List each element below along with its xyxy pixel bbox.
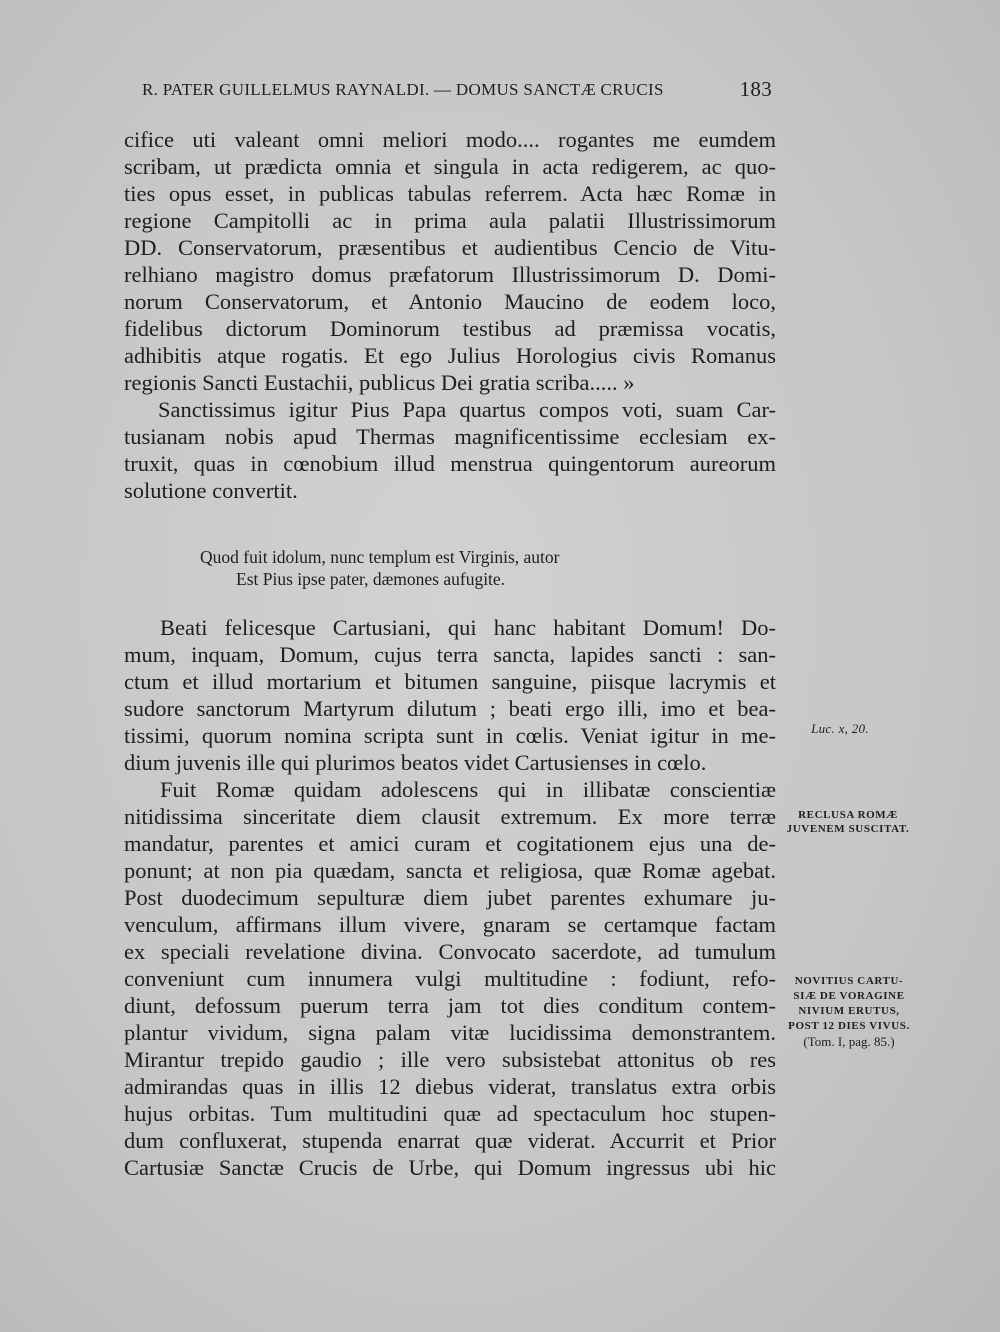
margin-note-line: NIVIUM ERUTUS, (798, 1005, 900, 1017)
margin-note-line: POST 12 DIES VIVUS. (788, 1020, 910, 1032)
running-header (142, 77, 772, 101)
text-line: diunt, defossum puerum terra jam tot dies conditum contem- (124, 993, 776, 1018)
margin-note-line: NOVITIUS CARTU- (794, 975, 904, 987)
text-line: scribam, ut prædicta omnia et singula in acta redigerem, ac quo- (124, 154, 776, 179)
text-line: ties opus esset, in publicas tabulas referrem. Acta hæc Romæ in (124, 181, 776, 206)
text-line: norum Conservatorum, et Antonio Maucino de eodem loco, (124, 289, 776, 314)
text-line: plantur vividum, signa palam vitæ lucidissima demonstrantem. (124, 1020, 776, 1045)
text-line: ctum et illud mortarium et bitumen sanguine, piisque lacrymis et (124, 669, 776, 694)
text-line: solutione convertit. (124, 478, 298, 503)
text-line: adhibitis atque rogatis. Et ego Julius Horologius civis Romanus (124, 343, 776, 368)
margin-note-line: RECLUSA ROMÆ (798, 809, 898, 821)
text-line: fidelibus dictorum Dominorum testibus ad præmissa vocatis, (124, 316, 776, 341)
text-line: ponunt; at non pia quædam, sancta et religiosa, quæ Romæ agebat. (124, 858, 776, 883)
paragraph-block-2 (124, 614, 776, 1181)
text-line: venculum, affirmans illum vivere, gnaram se certamque factam (124, 912, 776, 937)
running-title: R. PATER GUILLELMUS RAYNALDI. — DOMUS SANCTÆ CRUCIS (142, 80, 664, 99)
margin-note-line: (Tom. I, pag. 85.) (803, 1034, 895, 1049)
text-line: mum, inquam, Domum, cujus terra sancta, lapides sancti : san- (124, 642, 776, 667)
text-line: ex speciali revelatione divina. Convocato sacerdote, ad tumulum (124, 939, 776, 964)
text-line: dium juvenis ille qui plurimos beatos videt Cartusienses in cœlo. (124, 750, 707, 775)
verse-line-1: Quod fuit idolum, nunc templum est Virginis, autor (200, 547, 560, 567)
page-number: 183 (739, 77, 772, 101)
text-line: regionis Sancti Eustachii, publicus Dei gratia scriba..... » (124, 370, 635, 395)
text-line: nitidissima sinceritate diem clausit extremum. Ex more terræ (124, 804, 776, 829)
margin-note-line: JUVENEM SUSCITAT. (786, 823, 910, 835)
margin-note-novitius (786, 974, 912, 1049)
verse-line-2: Est Pius ipse pater, dæmones aufugite. (236, 569, 506, 589)
text-line: cifice uti valeant omni meliori modo.... rogantes me eumdem (124, 127, 776, 152)
text-line: DD. Conservatorum, præsentibus et audientibus Cencio de Vitu- (124, 235, 776, 260)
paragraph-block-1 (124, 126, 776, 504)
text-line: admirandas quas in illis 12 diebus viderat, translatus extra orbis (124, 1074, 776, 1099)
text-line: Beati felicesque Cartusiani, qui hanc habitant Domum! Do- (160, 615, 776, 640)
text-line: Fuit Romæ quidam adolescens qui in illibatæ conscientiæ (160, 777, 776, 802)
text-line: hujus orbitas. Tum multitudini quæ ad spectaculum hoc stupen- (124, 1101, 776, 1126)
text-line: conveniunt cum innumera vulgi multitudine : fodiunt, refo- (124, 966, 776, 991)
text-line: Mirantur trepido gaudio ; ille vero subsistebat attonitus ob res (124, 1047, 776, 1072)
text-line: Post duodecimum sepulturæ diem jubet parentes exhumare ju- (124, 885, 776, 910)
text-line: regione Campitolli ac in prima aula palatii Illustrissimorum (124, 208, 776, 233)
margin-note-line: SIÆ DE VORAGINE (793, 990, 905, 1002)
text-line: tissimi, quorum nomina scripta sunt in cœlis. Veniat igitur in me- (124, 723, 776, 748)
text-line: mandatur, parentes et amici curam et cogitationem ejus una de- (124, 831, 776, 856)
text-line: truxit, quas in cœnobium illud menstrua quingentorum aureorum (124, 451, 776, 476)
text-line: sudore sanctorum Martyrum dilutum ; beati ergo illi, imo et bea- (124, 696, 776, 721)
margin-note-line: Luc. x, 20. (811, 721, 869, 736)
margin-note-reclusa (786, 808, 910, 836)
text-line: Sanctissimus igitur Pius Papa quartus compos voti, suam Car- (158, 397, 776, 422)
text-line: dum confluxerat, stupenda enarrat quæ viderat. Accurrit et Prior (124, 1128, 776, 1153)
text-line: relhiano magistro domus præfatorum Illustrissimorum D. Domi- (124, 262, 776, 287)
text-line: tusianam nobis apud Thermas magnificentissime ecclesiam ex- (124, 424, 776, 449)
text-line: Cartusiæ Sanctæ Crucis de Urbe, qui Domum ingressus ubi hic (124, 1155, 776, 1180)
margin-note-citation (800, 722, 880, 736)
